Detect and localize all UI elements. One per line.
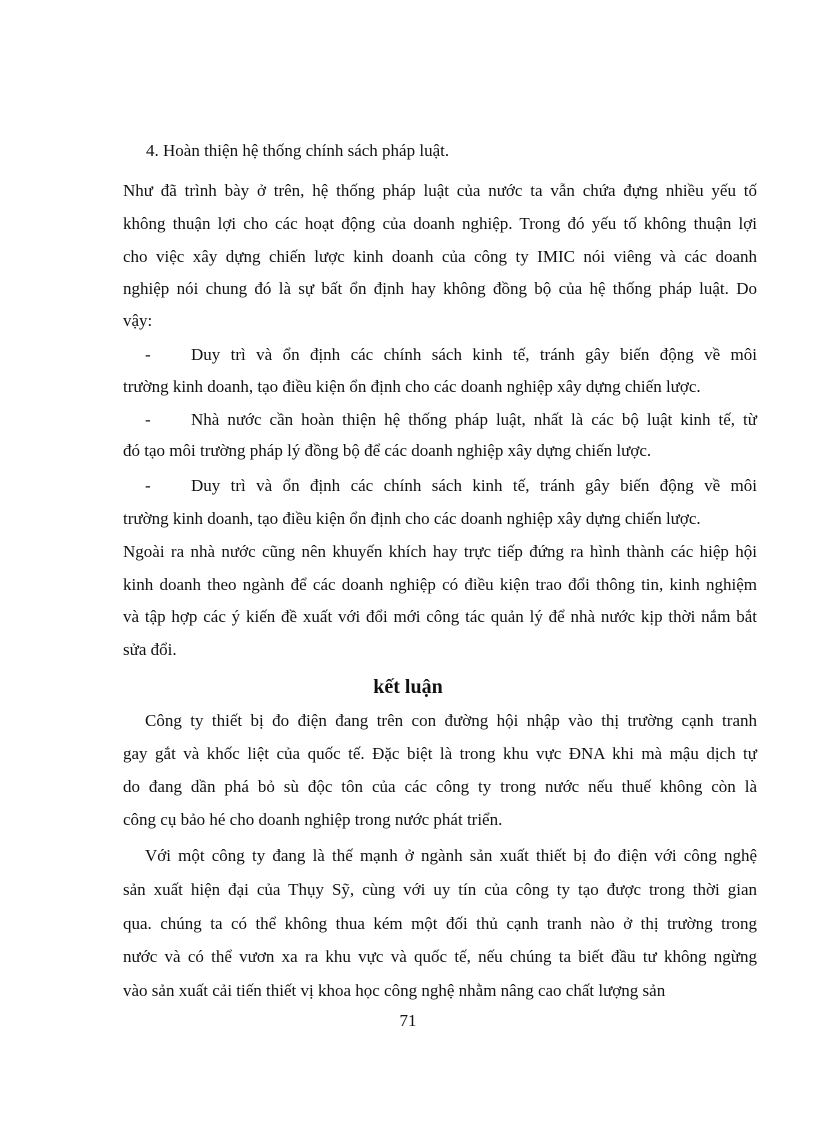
paragraph-line: sửa đổi.	[123, 640, 177, 659]
paragraph-line: vậy:	[123, 311, 153, 330]
bullet-line: Duy trì và ổn định các chính sách kinh tế, tránh gây biến động về môi	[191, 476, 757, 495]
paragraph-line: và tập hợp các ý kiến đề xuất với đổi mới công tác quản lý để nhà nước kịp thời nắm bắt	[123, 607, 757, 626]
bullet-line: trường kinh doanh, tạo điều kiện ổn định cho các doanh nghiệp xây dựng chiến lược.	[123, 509, 701, 528]
bullet-line: đó tạo môi trường pháp lý đồng bộ để các doanh nghiệp xây dựng chiến lược.	[123, 441, 652, 460]
paragraph-line: qua. chúng ta có thể không thua kém một đối thủ cạnh tranh nào ở thị trường trong	[123, 914, 757, 933]
bullet-line: Nhà nước cần hoàn thiện hệ thống pháp luật, nhất là các bộ luật kinh tế, từ	[191, 410, 757, 429]
conclusion-title: kết luận	[373, 676, 443, 698]
section-heading: 4. Hoàn thiện hệ thống chính sách pháp luật.	[146, 141, 450, 160]
bullet-dash: -	[145, 410, 151, 429]
page-number: 71	[399, 1011, 417, 1030]
paragraph-line: nước và có thể vươn xa ra khu vực và quốc tế, nếu chúng ta biết đầu tư không ngừng	[123, 947, 757, 966]
paragraph-line: Công ty thiết bị đo điện đang trên con đường hội nhập vào thị trường cạnh tranh	[145, 711, 757, 730]
paragraph-line: kinh doanh theo ngành để các doanh nghiệp có điều kiện trao đổi thông tin, kinh nghiệm	[123, 575, 757, 594]
paragraph-line: công cụ bảo hé cho doanh nghiệp trong nước phát triển.	[123, 810, 503, 829]
paragraph-line: Như đã trình bày ở trên, hệ thống pháp luật của nước ta vẫn chứa đựng nhiều yếu tố	[123, 181, 757, 200]
paragraph-line: Với một công ty đang là thế mạnh ở ngành sản xuất thiết bị đo điện với công nghệ	[145, 846, 757, 865]
paragraph-line: không thuận lợi cho các hoạt động của doanh nghiệp. Trong đó yếu tố không thuận lợi	[123, 214, 757, 233]
paragraph-line: vào sản xuất cải tiến thiết vị khoa học công nghệ nhằm nâng cao chất lượng sản	[123, 981, 666, 1000]
paragraph-line: do đang dần phá bỏ sù độc tôn của các công ty trong nước nếu thuế không còn là	[123, 777, 757, 796]
bullet-dash: -	[145, 476, 151, 495]
bullet-line: trường kinh doanh, tạo điều kiện ổn định cho các doanh nghiệp xây dựng chiến lược.	[123, 377, 701, 396]
paragraph-line: gay gắt và khốc liệt của quốc tế. Đặc biệt là trong khu vực ĐNA khi mà mậu dịch tự	[123, 744, 757, 763]
bullet-dash: -	[145, 345, 151, 364]
bullet-line: Duy trì và ổn định các chính sách kinh tế, tránh gây biến động về môi	[191, 345, 757, 364]
paragraph-line: Ngoài ra nhà nước cũng nên khuyến khích hay trực tiếp đứng ra hình thành các hiệp hội	[123, 542, 757, 561]
paragraph-line: cho việc xây dựng chiến lược kinh doanh của công ty IMIC nói viêng và các doanh	[123, 247, 757, 266]
paragraph-line: nghiệp nói chung đó là sự bất ổn định hay không đồng bộ của hệ thống pháp luật. Do	[123, 279, 757, 298]
paragraph-line: sản xuất hiện đại của Thụy Sỹ, cùng với uy tín của công ty tạo được trong thời gian	[123, 880, 757, 899]
